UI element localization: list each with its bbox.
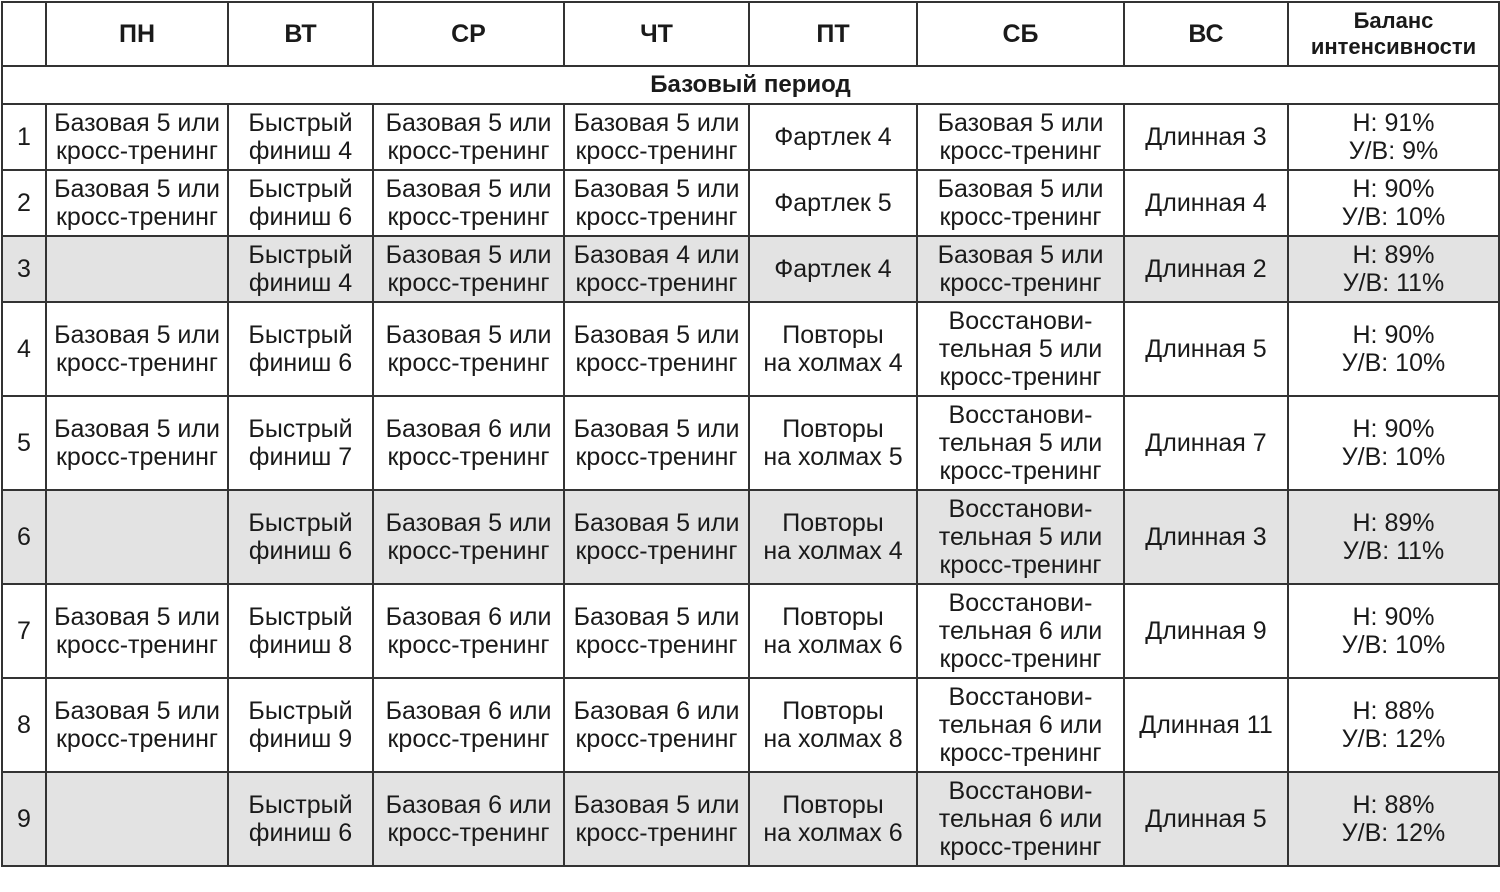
- cell-mon: [46, 772, 228, 866]
- cell-line: Базовая 5 или: [573, 791, 740, 819]
- cell-line: на холмах 6: [763, 631, 903, 659]
- cell-line: кросс-тренинг: [387, 203, 550, 231]
- cell-line: Повторы: [782, 791, 884, 819]
- cell-tue: [228, 170, 373, 236]
- cell-line: Повторы: [782, 697, 884, 725]
- cell-line: на холмах 8: [763, 725, 903, 753]
- cell-wed: [373, 396, 564, 490]
- week-number: 2: [2, 170, 46, 236]
- cell-wed: [373, 678, 564, 772]
- header-tue: ВТ: [228, 2, 373, 66]
- cell-balance: [1288, 170, 1499, 236]
- cell-line: финиш 9: [248, 725, 353, 753]
- table-row: [2, 490, 1499, 584]
- cell-line: Базовая 6 или: [385, 791, 552, 819]
- cell-thu: [564, 104, 749, 170]
- cell-line: кросс-тренинг: [575, 443, 738, 471]
- cell-sun: [1124, 490, 1288, 584]
- cell-thu: [564, 170, 749, 236]
- cell-tue: [228, 490, 373, 584]
- cell-tue: [228, 396, 373, 490]
- cell-thu: [564, 678, 749, 772]
- cell-line: кросс-тренинг: [55, 725, 219, 753]
- cell-fri: [749, 302, 917, 396]
- cell-wed: [373, 584, 564, 678]
- header-week: [2, 2, 46, 66]
- period-row: [2, 66, 1499, 104]
- cell-sun: [1124, 302, 1288, 396]
- cell-line: кросс-тренинг: [939, 645, 1102, 673]
- cell-line: кросс-тренинг: [939, 739, 1102, 767]
- week-number: 7: [2, 584, 46, 678]
- cell-line: тельная 6 или: [938, 711, 1103, 739]
- cell-line: тельная 5 или: [938, 429, 1103, 457]
- cell-line: Базовая 5 или: [54, 603, 220, 631]
- cell-line: Н: 90%: [1352, 175, 1435, 203]
- cell-line: Длинная 3: [1145, 523, 1267, 551]
- cell-line: Базовая 5 или: [937, 241, 1104, 269]
- cell-fri: [749, 584, 917, 678]
- cell-sat: [917, 772, 1124, 866]
- cell-line: Длинная 5: [1145, 335, 1267, 363]
- header-sun: ВС: [1124, 2, 1288, 66]
- cell-wed: [373, 302, 564, 396]
- header-sat: СБ: [917, 2, 1124, 66]
- cell-line: У/В: 10%: [1341, 443, 1446, 471]
- cell-line: Н: 90%: [1352, 415, 1435, 443]
- week-number: 5: [2, 396, 46, 490]
- cell-line: кросс-тренинг: [387, 443, 550, 471]
- cell-sun: [1124, 396, 1288, 490]
- cell-mon: [46, 678, 228, 772]
- week-number: 3: [2, 236, 46, 302]
- cell-thu: [564, 396, 749, 490]
- table-row: [2, 678, 1499, 772]
- cell-line: кросс-тренинг: [55, 443, 219, 471]
- cell-line: тельная 6 или: [938, 617, 1103, 645]
- cell-line: Быстрый: [248, 415, 353, 443]
- cell-line: Длинная 7: [1145, 429, 1267, 457]
- cell-line: на холмах 5: [763, 443, 903, 471]
- cell-balance: [1288, 104, 1499, 170]
- cell-line: кросс-тренинг: [55, 631, 219, 659]
- cell-line: Н: 90%: [1352, 603, 1435, 631]
- cell-wed: [373, 170, 564, 236]
- cell-sat: [917, 236, 1124, 302]
- week-number: 1: [2, 104, 46, 170]
- cell-line: У/В: 10%: [1341, 349, 1446, 377]
- cell-line: кросс-тренинг: [575, 349, 738, 377]
- cell-sat: [917, 302, 1124, 396]
- table-body: [2, 66, 1499, 866]
- header-wed: СР: [373, 2, 564, 66]
- cell-line: кросс-тренинг: [939, 269, 1102, 297]
- cell-line: Базовая 5 или: [54, 697, 220, 725]
- cell-fri: [749, 236, 917, 302]
- cell-line: Базовая 5 или: [54, 415, 220, 443]
- cell-wed: [373, 104, 564, 170]
- header-fri: ПТ: [749, 2, 917, 66]
- cell-line: тельная 6 или: [938, 805, 1103, 833]
- cell-line: кросс-тренинг: [575, 819, 738, 847]
- cell-sun: [1124, 678, 1288, 772]
- cell-line: Быстрый: [248, 321, 353, 349]
- cell-line: кросс-тренинг: [939, 203, 1102, 231]
- cell-thu: [564, 236, 749, 302]
- week-number: 8: [2, 678, 46, 772]
- cell-line: У/В: 10%: [1341, 631, 1446, 659]
- cell-line: Фартлек 4: [774, 255, 892, 283]
- cell-sun: [1124, 170, 1288, 236]
- cell-line: Базовая 6 или: [385, 415, 552, 443]
- cell-line: Н: 89%: [1352, 241, 1435, 269]
- cell-line: Базовая 5 или: [573, 109, 740, 137]
- cell-line: кросс-тренинг: [939, 833, 1102, 861]
- cell-mon: [46, 104, 228, 170]
- cell-line: Н: 91%: [1352, 109, 1435, 137]
- cell-tue: [228, 104, 373, 170]
- cell-line: кросс-тренинг: [575, 631, 738, 659]
- table-row: [2, 396, 1499, 490]
- cell-line: кросс-тренинг: [387, 819, 550, 847]
- cell-tue: [228, 302, 373, 396]
- cell-line: финиш 4: [248, 137, 353, 165]
- cell-sat: [917, 104, 1124, 170]
- week-number: 9: [2, 772, 46, 866]
- header-intensity-balance: [1288, 2, 1499, 66]
- cell-thu: [564, 490, 749, 584]
- cell-sat: [917, 170, 1124, 236]
- cell-line: Длинная 9: [1145, 617, 1267, 645]
- cell-line: Быстрый: [248, 791, 353, 819]
- cell-line: Н: 89%: [1352, 509, 1435, 537]
- cell-line: У/В: 11%: [1342, 537, 1445, 565]
- cell-line: кросс-тренинг: [575, 137, 738, 165]
- cell-line: тельная 5 или: [938, 523, 1103, 551]
- cell-line: Базовая 5 или: [573, 175, 740, 203]
- cell-balance: [1288, 772, 1499, 866]
- cell-line: Базовая 5 или: [385, 509, 552, 537]
- header-balance-line: интенсивности: [1310, 34, 1477, 59]
- cell-line: Базовая 5 или: [54, 109, 220, 137]
- cell-line: Восстанови-: [948, 683, 1093, 711]
- cell-sat: [917, 490, 1124, 584]
- cell-mon: [46, 302, 228, 396]
- cell-sat: [917, 584, 1124, 678]
- cell-balance: [1288, 490, 1499, 584]
- cell-line: кросс-тренинг: [387, 269, 550, 297]
- cell-line: финиш 6: [248, 819, 353, 847]
- cell-line: Н: 88%: [1352, 697, 1435, 725]
- cell-wed: [373, 490, 564, 584]
- cell-line: Фартлек 5: [774, 189, 892, 217]
- cell-line: Базовая 5 или: [573, 509, 740, 537]
- cell-mon: [46, 170, 228, 236]
- cell-line: Базовая 5 или: [573, 321, 740, 349]
- cell-line: Н: 90%: [1352, 321, 1435, 349]
- cell-line: финиш 7: [248, 443, 353, 471]
- training-plan-table: [1, 1, 1500, 867]
- cell-line: Повторы: [782, 603, 884, 631]
- cell-line: кросс-тренинг: [575, 203, 738, 231]
- cell-mon: [46, 584, 228, 678]
- cell-fri: [749, 170, 917, 236]
- cell-line: У/В: 12%: [1341, 725, 1446, 753]
- cell-line: Повторы: [782, 415, 884, 443]
- cell-fri: [749, 490, 917, 584]
- cell-sat: [917, 678, 1124, 772]
- cell-line: Длинная 3: [1145, 123, 1267, 151]
- cell-line: кросс-тренинг: [575, 537, 738, 565]
- cell-line: Базовая 6 или: [385, 697, 552, 725]
- cell-tue: [228, 678, 373, 772]
- cell-line: Длинная 5: [1145, 805, 1267, 833]
- cell-sun: [1124, 584, 1288, 678]
- cell-line: Базовая 5 или: [54, 321, 220, 349]
- cell-line: финиш 6: [248, 203, 353, 231]
- table-row: [2, 170, 1499, 236]
- cell-line: кросс-тренинг: [939, 363, 1102, 391]
- cell-line: Базовая 5 или: [937, 175, 1104, 203]
- cell-line: финиш 6: [248, 349, 353, 377]
- cell-line: кросс-тренинг: [575, 725, 738, 753]
- header-mon: ПН: [46, 2, 228, 66]
- cell-balance: [1288, 236, 1499, 302]
- cell-line: Быстрый: [248, 603, 353, 631]
- cell-line: кросс-тренинг: [575, 269, 738, 297]
- header-balance-line: Баланс: [1353, 8, 1434, 33]
- cell-thu: [564, 772, 749, 866]
- table-row: [2, 772, 1499, 866]
- cell-line: кросс-тренинг: [387, 137, 550, 165]
- cell-line: Повторы: [782, 509, 884, 537]
- cell-line: Повторы: [782, 321, 884, 349]
- cell-line: кросс-тренинг: [939, 457, 1102, 485]
- cell-line: Восстанови-: [948, 495, 1093, 523]
- cell-line: Восстанови-: [948, 307, 1093, 335]
- cell-line: Фартлек 4: [774, 123, 892, 151]
- cell-line: Длинная 2: [1145, 255, 1267, 283]
- cell-thu: [564, 584, 749, 678]
- cell-line: кросс-тренинг: [939, 137, 1102, 165]
- cell-line: кросс-тренинг: [939, 551, 1102, 579]
- cell-line: Восстанови-: [948, 777, 1093, 805]
- cell-line: Базовая 5 или: [385, 175, 552, 203]
- cell-tue: [228, 772, 373, 866]
- cell-line: Восстанови-: [948, 401, 1093, 429]
- week-number: 6: [2, 490, 46, 584]
- cell-sat: [917, 396, 1124, 490]
- cell-balance: [1288, 302, 1499, 396]
- cell-line: Базовая 6 или: [385, 603, 552, 631]
- week-number: 4: [2, 302, 46, 396]
- cell-line: Быстрый: [248, 109, 353, 137]
- cell-line: Быстрый: [248, 509, 353, 537]
- cell-line: У/В: 11%: [1342, 269, 1445, 297]
- cell-line: кросс-тренинг: [387, 349, 550, 377]
- cell-line: У/В: 10%: [1341, 203, 1446, 231]
- cell-line: Быстрый: [248, 175, 353, 203]
- table-row: [2, 104, 1499, 170]
- cell-line: кросс-тренинг: [387, 631, 550, 659]
- cell-mon: [46, 236, 228, 302]
- cell-line: Длинная 11: [1139, 711, 1273, 739]
- cell-line: на холмах 6: [763, 819, 903, 847]
- cell-line: финиш 4: [248, 269, 353, 297]
- cell-balance: [1288, 584, 1499, 678]
- cell-line: Базовая 4 или: [573, 241, 740, 269]
- cell-line: Базовая 5 или: [385, 241, 552, 269]
- cell-wed: [373, 772, 564, 866]
- cell-mon: [46, 490, 228, 584]
- cell-mon: [46, 396, 228, 490]
- cell-fri: [749, 396, 917, 490]
- table-row: [2, 236, 1499, 302]
- cell-line: кросс-тренинг: [387, 537, 550, 565]
- cell-line: Базовая 5 или: [937, 109, 1104, 137]
- cell-line: кросс-тренинг: [55, 137, 219, 165]
- cell-tue: [228, 584, 373, 678]
- header-row: [2, 2, 1499, 66]
- cell-line: У/В: 12%: [1341, 819, 1446, 847]
- cell-line: Н: 88%: [1352, 791, 1435, 819]
- period-title: Базовый период: [2, 66, 1499, 104]
- cell-line: на холмах 4: [763, 537, 903, 565]
- cell-line: на холмах 4: [763, 349, 903, 377]
- cell-line: Длинная 4: [1145, 189, 1267, 217]
- cell-thu: [564, 302, 749, 396]
- cell-balance: [1288, 678, 1499, 772]
- cell-line: Базовая 6 или: [573, 697, 740, 725]
- cell-fri: [749, 678, 917, 772]
- cell-line: финиш 6: [248, 537, 353, 565]
- cell-line: Восстанови-: [948, 589, 1093, 617]
- table-row: [2, 584, 1499, 678]
- cell-line: Базовая 5 или: [573, 415, 740, 443]
- cell-line: кросс-тренинг: [55, 349, 219, 377]
- cell-line: кросс-тренинг: [55, 203, 219, 231]
- table-row: [2, 302, 1499, 396]
- cell-fri: [749, 772, 917, 866]
- table-header: [2, 2, 1499, 66]
- header-thu: ЧТ: [564, 2, 749, 66]
- cell-line: финиш 8: [248, 631, 353, 659]
- cell-wed: [373, 236, 564, 302]
- cell-sun: [1124, 772, 1288, 866]
- cell-sun: [1124, 236, 1288, 302]
- cell-tue: [228, 236, 373, 302]
- cell-line: Быстрый: [248, 241, 353, 269]
- cell-line: Базовая 5 или: [54, 175, 220, 203]
- cell-sun: [1124, 104, 1288, 170]
- cell-line: У/В: 9%: [1348, 137, 1439, 165]
- cell-line: Базовая 5 или: [385, 109, 552, 137]
- cell-balance: [1288, 396, 1499, 490]
- cell-line: Базовая 5 или: [573, 603, 740, 631]
- cell-line: кросс-тренинг: [387, 725, 550, 753]
- cell-line: тельная 5 или: [938, 335, 1103, 363]
- cell-line: Базовая 5 или: [385, 321, 552, 349]
- cell-fri: [749, 104, 917, 170]
- cell-line: Быстрый: [248, 697, 353, 725]
